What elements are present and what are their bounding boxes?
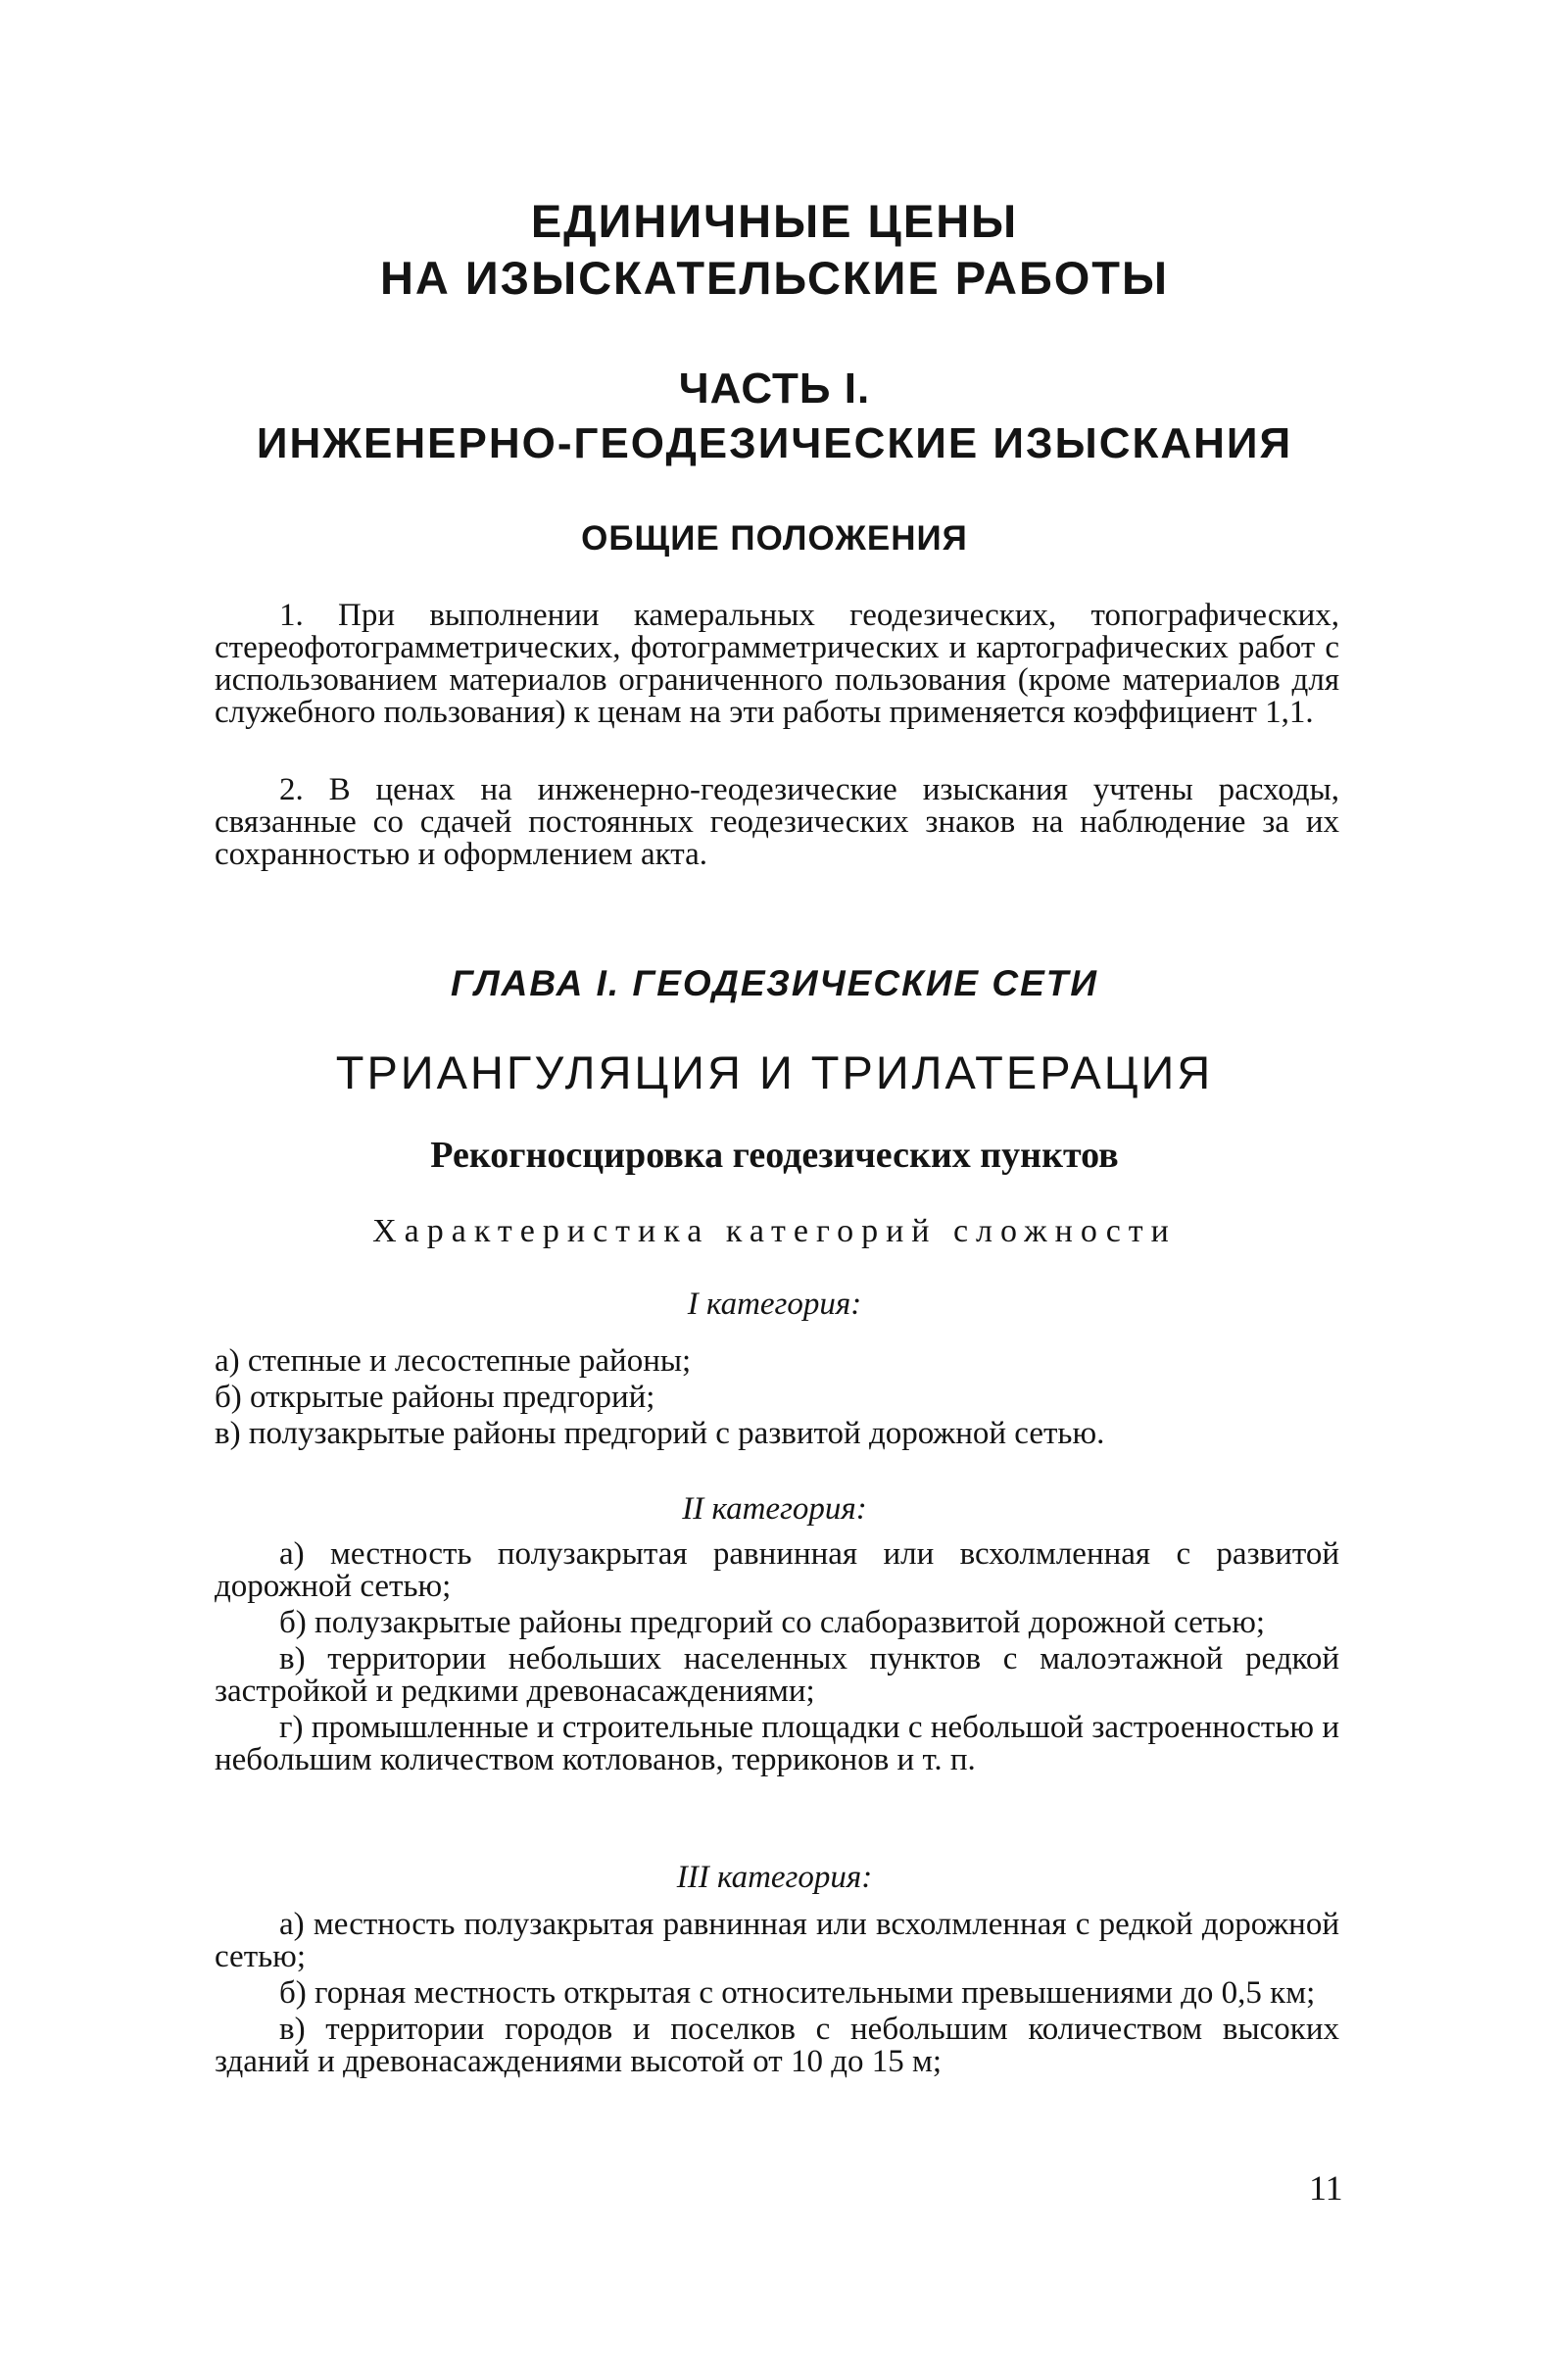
document-title-line-1: ЕДИНИЧНЫЕ ЦЕНЫ: [530, 195, 1019, 247]
list-item: б) полузакрытые районы предгорий со слаборазвитой дорожной сетью;: [279, 1605, 1266, 1640]
list-item: а) местность полузакрытая равнинная или всхолмленная с редкой дорожной сетью;: [215, 1907, 1339, 1974]
subsection-title: Рекогносцировка геодезических пунктов: [430, 1135, 1119, 1176]
chapter-heading: ГЛАВА I. ГЕОДЕЗИЧЕСКИЕ СЕТИ: [450, 963, 1098, 1003]
list-item: а) местность полузакрытая равнинная или всхолмленная с развитой дорожной сетью;: [215, 1536, 1339, 1604]
category-list: [215, 1909, 1339, 2082]
section-title: ТРИАНГУЛЯЦИЯ И ТРИЛАТЕРАЦИЯ: [335, 1046, 1214, 1098]
general-provisions-heading: ОБЩИЕ ПОЛОЖЕНИЯ: [581, 519, 968, 558]
category-list: [215, 1345, 1339, 1454]
category-heading: I категория:: [687, 1287, 862, 1322]
part-heading: ЧАСТЬ I.: [678, 364, 871, 413]
list-item: б) горная местность открытая с относительными превышениями до 0,5 км;: [279, 1975, 1316, 2011]
list-item: в) полузакрытые районы предгорий с развитой дорожной сетью.: [215, 1416, 1105, 1451]
list-item: г) промышленные и строительные площадки с небольшой застроенностью и небольшим количеством котлованов, терриконов и т. п.: [215, 1710, 1339, 1777]
category-heading: III категория:: [676, 1860, 873, 1895]
document-title-line-2: НА ИЗЫСКАТЕЛЬСКИЕ РАБОТЫ: [379, 252, 1170, 304]
category-heading: II категория:: [682, 1491, 867, 1527]
list-item: в) территории небольших населенных пунктов с малоэтажной редкой застройкой и редкими древонасаждениями;: [215, 1641, 1339, 1709]
category-list: [215, 1538, 1339, 1780]
characteristic-heading: Характеристика категорий сложности: [372, 1213, 1177, 1249]
paragraph-text: 1. При выполнении камеральных геодезических, топографических, стереофотограмметрических, фотограмметрических и картографических работ с использованием материалов ограниченного пользования (кроме материалов для служебного пользования) к ценам на эти работы применяется коэффициент 1,1.: [215, 598, 1339, 730]
general-provision-1: [215, 600, 1339, 729]
page-number: 11: [1309, 2168, 1343, 2208]
paragraph-text: 2. В ценах на инженерно-геодезические изыскания учтены расходы, связанные со сдачей постоянных геодезических знаков на наблюдение за их сохранностью и оформлением акта.: [215, 772, 1339, 872]
part-title: ИНЖЕНЕРНО-ГЕОДЕЗИЧЕСКИЕ ИЗЫСКАНИЯ: [256, 419, 1293, 467]
list-item: а) степные и лесостепные районы;: [215, 1343, 692, 1379]
list-item: в) территории городов и поселков с небольшим количеством высоких зданий и древонасаждениями высотой от 10 до 15 м;: [215, 2012, 1339, 2079]
list-item: б) открытые районы предгорий;: [215, 1380, 655, 1415]
general-provision-2: [215, 774, 1339, 871]
